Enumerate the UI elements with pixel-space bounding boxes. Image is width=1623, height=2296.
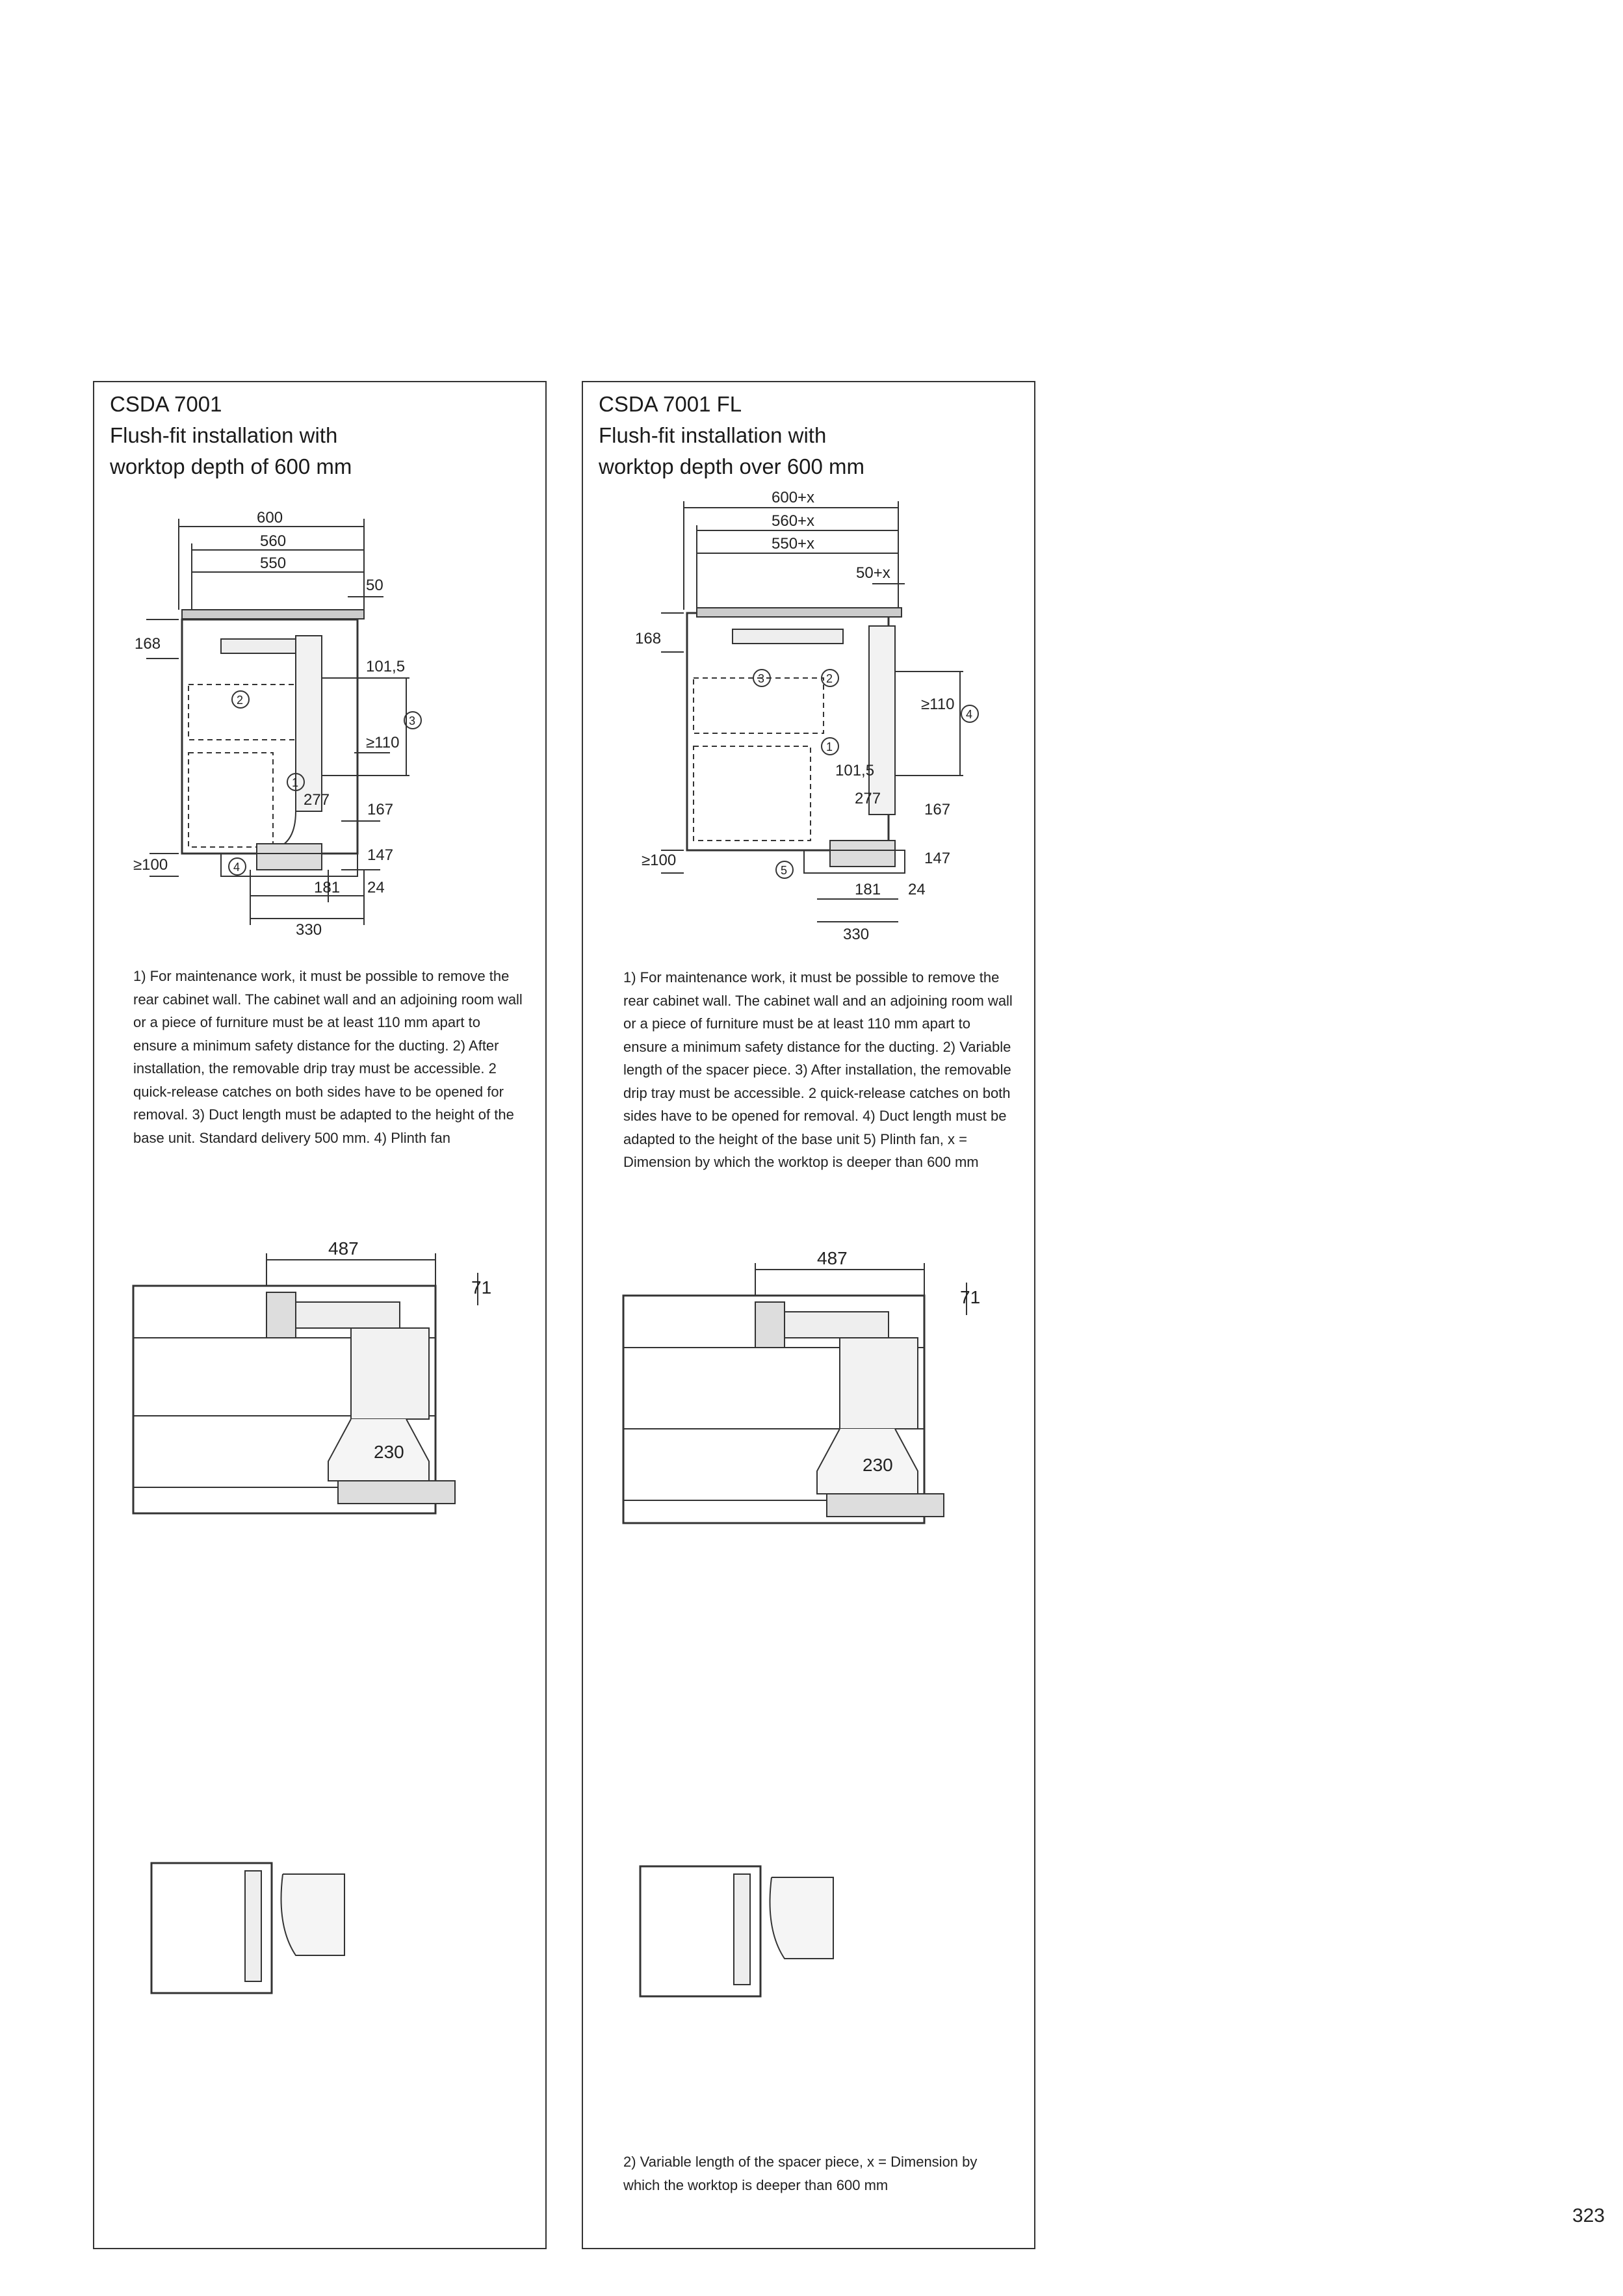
title-line-3: worktop depth of 600 mm [110,454,352,478]
title-line-2: Flush-fit installation with [110,423,338,447]
dim-71: 71 [960,1287,981,1307]
side-section-diagram [94,506,546,954]
title-line-3: worktop depth over 600 mm [599,454,865,478]
dim-181: 181 [855,881,881,898]
dim-147: 147 [924,850,951,867]
dim-167: 167 [924,801,951,818]
dim-min-110: ≥110 [921,696,955,713]
dim-230: 230 [374,1442,404,1462]
page-number: 323 [1572,2205,1605,2226]
callout-2: 2 [826,672,833,685]
dim-min-100: ≥100 [133,856,168,874]
dim-487: 487 [817,1248,848,1268]
dim-50: 50 [366,577,383,594]
dim-101-5: 101,5 [366,658,406,675]
dim-101-5: 101,5 [835,762,875,779]
title-line-2: Flush-fit installation with [599,423,827,447]
callout-3: 3 [758,672,765,685]
panel-csda-7001 [93,381,547,2249]
dim-330: 330 [296,921,322,939]
dim-168: 168 [635,630,662,647]
dim-230: 230 [863,1455,893,1475]
model-name: CSDA 7001 [110,392,222,416]
dim-600x: 600+x [772,489,815,506]
note-side-section: 1) For maintenance work, it must be possible to remove the rear cabinet wall. The cabinet wall and an adjoining room wall or a piece of furniture must be at least 110 mm apart to ensure a minimum safety distance for the ducting. 2) Variable length of the spacer piece. 3) After installation, the removable drip tray must be accessible. 2 quick-release catches on both sides have to be opened for removal. 4) Duct length must be adapted to the height of the base unit 5) Plinth fan, x = Dimension by which the worktop is deeper than 600 mm [623,969,1013,1170]
callout-4: 4 [233,861,240,874]
front-view-diagram [583,1244,1035,1530]
dim-550: 550 [260,554,287,572]
front-view-diagram [94,1234,546,1520]
dim-560: 560 [260,532,287,550]
callout-2: 2 [237,694,244,707]
top-view-diagram [94,1812,546,2001]
dim-560x: 560+x [772,512,815,530]
panel-title [110,389,352,482]
panel-csda-7001-fl [582,381,1035,2249]
dim-181: 181 [314,879,341,896]
dim-71: 71 [471,1277,492,1298]
dim-147: 147 [367,846,394,864]
dim-167: 167 [367,801,394,818]
dim-24: 24 [908,881,926,898]
callout-4: 4 [966,708,973,721]
dim-50x: 50+x [856,564,890,582]
dim-min-110: ≥110 [366,734,400,751]
top-view-diagram [583,1816,1035,2004]
callout-5: 5 [781,864,788,877]
side-section-diagram [583,489,1035,958]
callout-1: 1 [292,776,299,789]
dim-550x: 550+x [772,535,815,553]
dim-277: 277 [855,790,881,807]
note-top-view: 2) Variable length of the spacer piece, x = Dimension by which the worktop is deeper than 600 mm [623,2154,978,2193]
dim-min-100: ≥100 [642,852,677,869]
dim-600: 600 [257,509,283,527]
dim-487: 487 [328,1238,359,1259]
model-name: CSDA 7001 FL [599,392,742,416]
note-side-section: 1) For maintenance work, it must be possible to remove the rear cabinet wall. The cabinet wall and an adjoining room wall or a piece of furniture must be at least 110 mm apart to ensure a minimum safety distance for the ducting. 2) After installation, the removable drip tray must be accessible. 2 quick-release catches on both sides have to be opened for removal. 3) Duct length must be adapted to the height of the base unit. Standard delivery 500 mm. 4) Plinth fan [133,968,523,1146]
callout-1: 1 [826,740,833,753]
dim-168: 168 [135,635,161,653]
callout-3: 3 [409,714,416,727]
panel-title [599,389,864,482]
dim-330: 330 [843,926,870,943]
dim-277: 277 [304,791,330,809]
dim-24: 24 [367,879,385,896]
